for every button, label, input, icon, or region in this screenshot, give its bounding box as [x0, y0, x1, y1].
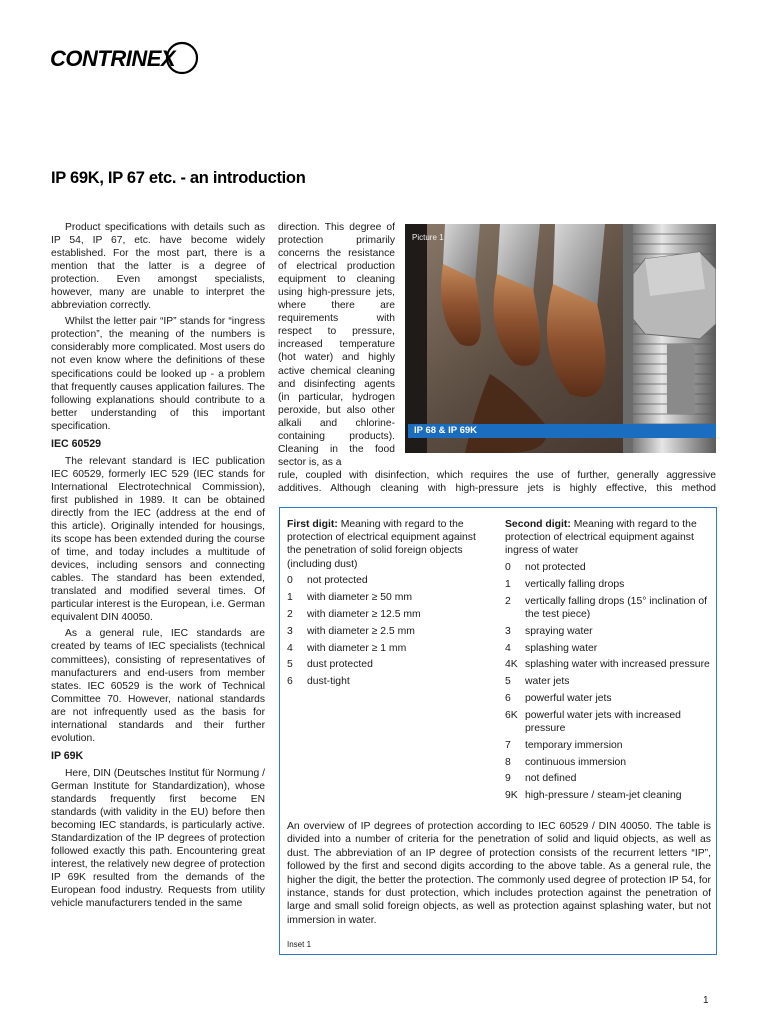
digit-code: 5 [287, 659, 293, 671]
digit-code: 8 [505, 756, 511, 768]
sensor-photo [405, 224, 716, 453]
second-digit-list [505, 561, 711, 802]
digit-description: spraying water [525, 625, 593, 637]
second-digit-heading: Second digit: [505, 519, 571, 530]
ip69k-continuation-paragraph: direction. This degree of protection primarily concerns the resistance of electrical production equipment to cleaning using high-pressure jets, where there are requirements with respect to pressure, increased temperature (hot water) and highly active chemical cleaning and disinfecting agents (in particular, hydrogen peroxide, but also other alkali and chlorine-containing products). Cleaning in the food sector is, as a [278, 222, 395, 468]
iec-standard-paragraph: The relevant standard is IEC publication IEC 60529, formerly IEC 529 (IEC stands for International Electrotechnical Commission), first published in 1989. It can be obtained directly from the IEC (address at the end of this article). Originally intended for housings, its scope has been extended during the course of time, and today includes a multitude of devices, including sensors and connecting cables. The standard has been extended, translated and modified several times. Of particular interest is the European, i.e. German equivalent DIN 40050. [51, 455, 265, 624]
digit-description: dust protected [307, 659, 373, 671]
inset-label: Inset 1 [287, 940, 312, 949]
digit-row [505, 739, 711, 752]
digit-description: splashing water [525, 642, 598, 654]
section-heading-iec: IEC 60529 [51, 437, 102, 450]
ip69k-paragraph: Here, DIN (Deutsches Institut für Normung / German Institute for Standardization), whose standards frequently first become EN standards (with validity in the EU) before then becoming IEC standards, is particularly active. Standardization of the IP degrees of protection followed exactly this path. Encountering great interest, the relatively new degree of protection IP 69K resulted from the demands of the European food industry. Requests from utility vehicle manufacturers tended in the same [51, 767, 265, 910]
digit-row [505, 595, 711, 621]
picture-label: Picture 1 [412, 233, 444, 242]
photo-caption: IP 68 & IP 69K [414, 425, 478, 436]
digit-code: 2 [505, 595, 511, 607]
digit-description: continuous immersion [525, 756, 627, 768]
first-digit-heading: First digit: [287, 519, 338, 530]
digit-description: temporary immersion [525, 739, 623, 751]
digit-code: 4 [287, 642, 293, 654]
logo-wordmark: CONTRINEX [50, 46, 176, 71]
digit-row [505, 625, 711, 638]
digit-code: 5 [505, 676, 511, 688]
digit-code: 1 [287, 592, 293, 604]
digit-row [287, 642, 493, 655]
iec-committee-paragraph: As a general rule, IEC standards are created by teams of IEC specialists (technical committees), consisting of representatives of manufacturers and end-users from member states. IEC 60529 is the work of Technical Committee 70. However, national standards are not infrequently used as the basis for international standards and their further evolution. [51, 628, 265, 744]
logo-ring-icon [164, 40, 204, 76]
second-digit-header [505, 518, 711, 558]
digit-code: 4 [505, 642, 511, 654]
digit-code: 9K [505, 790, 518, 802]
digit-row [505, 709, 711, 735]
digit-description: dust-tight [307, 676, 350, 688]
first-digit-list [287, 574, 493, 688]
digit-description: not defined [525, 773, 577, 785]
full-width-line: additives. Although cleaning with high-pressure jets is highly effective, this method [278, 483, 716, 495]
digit-row [505, 561, 711, 574]
digit-row [505, 789, 711, 802]
digit-row [505, 578, 711, 591]
first-digit-header [287, 518, 493, 571]
digit-code: 6 [505, 692, 511, 704]
full-width-lines [278, 469, 716, 495]
digit-row [287, 675, 493, 688]
digit-description: not protected [525, 562, 586, 574]
body-column-2 [278, 221, 395, 469]
digit-description: high-pressure / steam-jet cleaning [525, 790, 682, 802]
second-digit-intro: Meaning with regard to the protection of electrical equipment against ingress of water [505, 519, 697, 557]
digit-code: 6K [505, 709, 518, 721]
page-number: 1 [703, 995, 709, 1006]
digit-row [287, 658, 493, 671]
digit-description: not protected [307, 575, 368, 587]
digit-row [287, 591, 493, 604]
full-width-line: rule, coupled with disinfection, which requires the use of further, generally aggressive [278, 470, 716, 481]
section-heading-ip69k: IP 69K [51, 749, 84, 762]
digit-description: with diameter ≥ 2.5 mm [307, 625, 415, 637]
digit-row [287, 574, 493, 587]
digit-row [505, 642, 711, 655]
digit-description: vertically falling drops (15° inclination of the test piece) [525, 595, 708, 620]
digit-row [287, 608, 493, 621]
digit-description: vertically falling drops [525, 579, 625, 590]
digit-code: 6 [287, 676, 293, 688]
second-digit-column [505, 518, 711, 802]
digit-code: 9 [505, 773, 511, 785]
digit-description: powerful water jets [525, 692, 612, 704]
ip-meaning-paragraph: Whilst the letter pair “IP” stands for “ingress protection”, the meaning of the numbers is considerably more complicated. Most users do not even know where the definitions of these specifications could be looked up - a problem that frequently causes application failures. The following explanations should contribute to a better understanding of this important specification. [51, 316, 265, 432]
inset-overview-paragraph: An overview of IP degrees of protection according to IEC 60529 / DIN 40050. The table is divided into a number of criteria for the penetration of solid and liquid objects, as well as dust. The abbreviation of an IP degree of protection consists of the recurrent letters “IP”, followed by the first and second digits according to the above table. As a general rule, the higher the digit, the better the protection. The commonly used degree of protection IP 54, for instance, stands for dust protection, which includes protection against the penetration of large and small solid foreign objects, as well as protection against splashing water, but not immersion in water. [287, 821, 711, 926]
digit-description: water jets [525, 676, 570, 688]
intro-paragraph: Product specifications with details such as IP 54, IP 67, etc. have become widely established. For the most part, there is a mention that the latter is a degree of protection. Even amongst specialists, however, many are unable to interpret the abbreviation correctly. [51, 222, 265, 312]
digit-code: 0 [287, 575, 293, 587]
digit-code: 1 [505, 579, 511, 590]
first-digit-intro: Meaning with regard to the protection of electrical equipment against the penetration of solid foreign objects (including dust) [287, 519, 476, 570]
digit-row [505, 772, 711, 785]
photo-caption-bar [408, 424, 716, 438]
body-column-1 [51, 221, 265, 913]
digit-description: with diameter ≥ 50 mm [307, 592, 413, 604]
inset-table-box [279, 507, 717, 955]
digit-row [505, 658, 711, 671]
digit-description: splashing water with increased pressure [525, 659, 710, 671]
digit-description: powerful water jets with increased pressure [525, 709, 681, 734]
digit-description: with diameter ≥ 12.5 mm [307, 609, 421, 620]
photo-illustration [405, 224, 716, 453]
digit-row [287, 625, 493, 638]
digit-description: with diameter ≥ 1 mm [307, 642, 407, 654]
first-digit-column [287, 518, 493, 688]
digit-row [505, 675, 711, 688]
digit-code: 2 [287, 609, 293, 620]
digit-code: 4K [505, 659, 518, 671]
digit-row [505, 756, 711, 769]
digit-code: 0 [505, 562, 511, 574]
digit-code: 7 [505, 739, 511, 751]
digit-code: 3 [287, 625, 293, 637]
digit-code: 3 [505, 625, 511, 637]
digit-row [505, 692, 711, 705]
page-title: IP 69K, IP 67 etc. - an introduction [51, 169, 306, 187]
